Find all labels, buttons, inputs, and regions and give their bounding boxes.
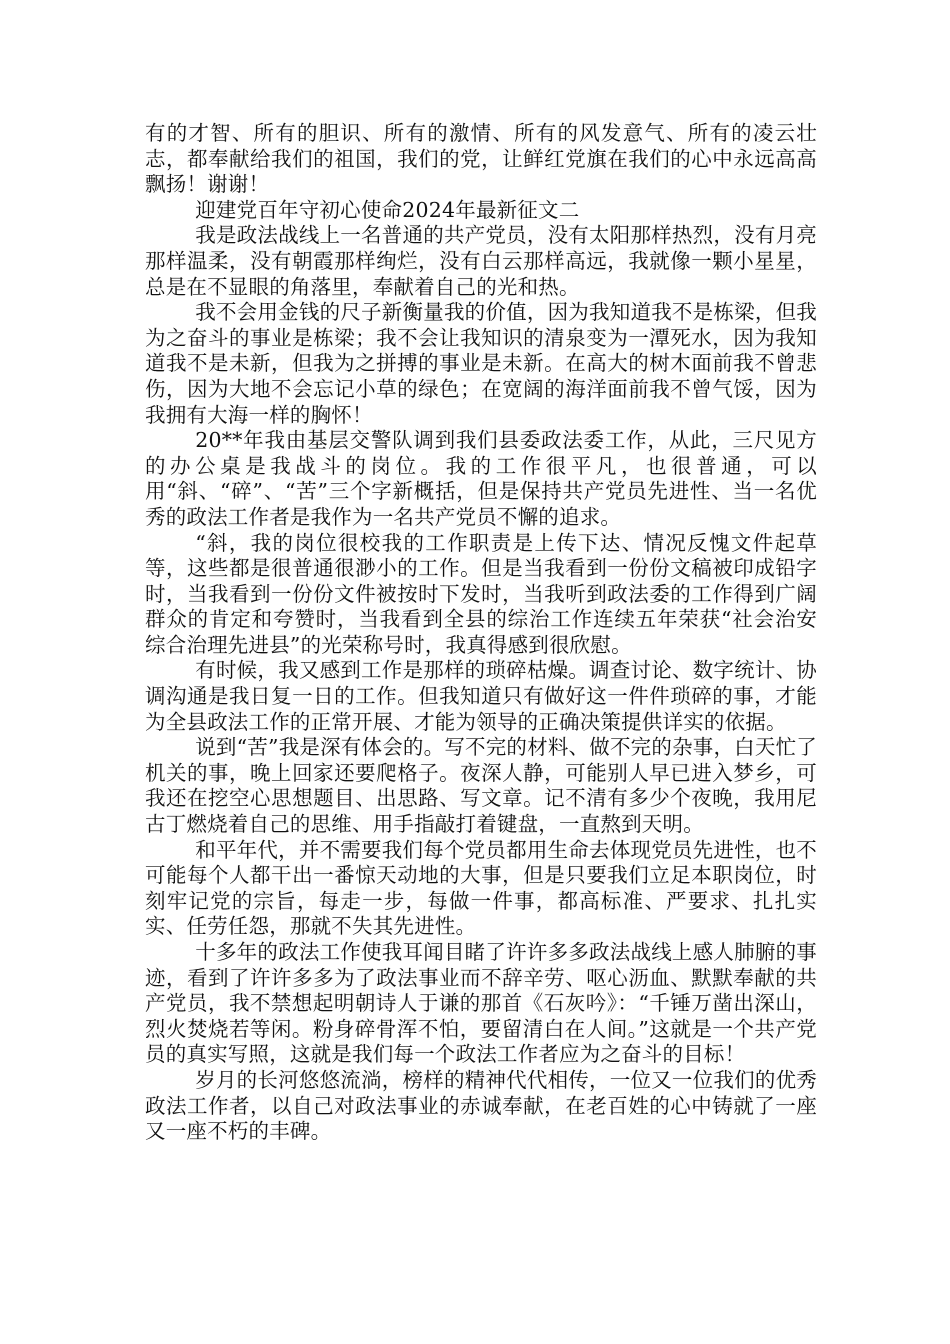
paragraph-continued: 有的才智、所有的胆识、所有的激情、所有的风发意气、所有的凌云壮志，都奉献给我们的祖国，我们的党，让鲜红党旗在我们的心中永远高高飘扬！谢谢！ bbox=[145, 121, 817, 197]
paragraph-9: 岁月的长河悠悠流淌，榜样的精神代代相传，一位又一位我们的优秀政法工作者，以自己对政法事业的赤诚奉献，在老百姓的心中铸就了一座又一座不朽的丰碑。 bbox=[145, 1067, 817, 1144]
document-page bbox=[145, 121, 817, 1145]
paragraph-1: 我是政法战线上一名普通的共产党员，没有太阳那样热烈，没有月亮那样温柔，没有朝霞那样绚烂，没有白云那样高远，我就像一颗小星星，总是在不显眼的角落里，奉献着自己的光和热。 bbox=[145, 223, 817, 299]
paragraph-2: 我不会用金钱的尺子新衡量我的价值，因为我知道我不是栋梁，但我为之奋斗的事业是栋梁；我不会让我知识的清泉变为一潭死水，因为我知道我不是未新，但我为之拼搏的事业是未新。在高大的树木面前我不曾悲伤，因为大地不会忘记小草的绿色；在宽阔的海洋面前我不曾气馁，因为我拥有大海一样的胸怀！ bbox=[145, 300, 817, 427]
paragraph-5: 有时候，我又感到工作是那样的琐碎枯燥。调查讨论、数字统计、协调沟通是我日复一日的工作。但我知道只有做好这一件件琐碎的事，才能为全县政法工作的正常开展、才能为领导的正确决策提供详实的依据。 bbox=[145, 658, 817, 734]
essay-title: 迎建党百年守初心使命2024年最新征文二 bbox=[195, 197, 580, 222]
paragraph-3: 20**年我由基层交警队调到我们县委政法委工作，从此，三尺见方的办公桌是我战斗的岗位。我的工作很平凡，也很普通，可以用“斜、“碎”、“苦”三个字新概括，但是保持共产党员先进性、当一名优秀的政法工作者是我作为一名共产党员不懈的追求。 bbox=[145, 428, 817, 529]
paragraph-6: 说到“苦”我是深有体会的。写不完的材料、做不完的杂事，白天忙了机关的事，晚上回家还要爬格子。夜深人静，可能别人早已进入梦乡，可我还在挖空心思想题目、出思路、写文章。记不清有多少个夜晚，我用尼古丁燃烧着自己的思维、用手指敲打着键盘，一直熬到天明。 bbox=[145, 735, 817, 837]
paragraph-7: 和平年代，并不需要我们每个党员都用生命去体现党员先进性，也不可能每个人都干出一番惊天动地的大事，但是只要我们立足本职岗位，时刻牢记党的宗旨，每走一步，每做一件事，都高标准、严要求、扎扎实实、任劳任怨，那就不失其先进性。 bbox=[145, 837, 817, 939]
paragraph-8: 十多年的政法工作使我耳闻目睹了许许多多政法战线上感人肺腑的事迹，看到了许许多多为了政法事业而不辞辛劳、呕心沥血、默默奉献的共产党员，我不禁想起明朝诗人于谦的那首《石灰吟》：“千锤万凿出深山，烈火焚烧若等闲。粉身碎骨浑不怕，要留清白在人间。”这就是一个共产党员的真实写照，这就是我们每一个政法工作者应为之奋斗的目标！ bbox=[145, 940, 817, 1067]
paragraph-4: “斜，我的岗位很校我的工作职责是上传下达、情况反愧文件起草等，这些都是很普通很渺小的工作。但是当我看到一份份文稿被印成铅字时，当我看到一份份文件被按时下发时，当我听到政法委的工作得到广阔群众的肯定和夸赞时，当我看到全县的综治工作连续五年荣获“社会治安综合治理先进县”的光荣称号时，我真得感到很欣慰。 bbox=[145, 530, 817, 657]
